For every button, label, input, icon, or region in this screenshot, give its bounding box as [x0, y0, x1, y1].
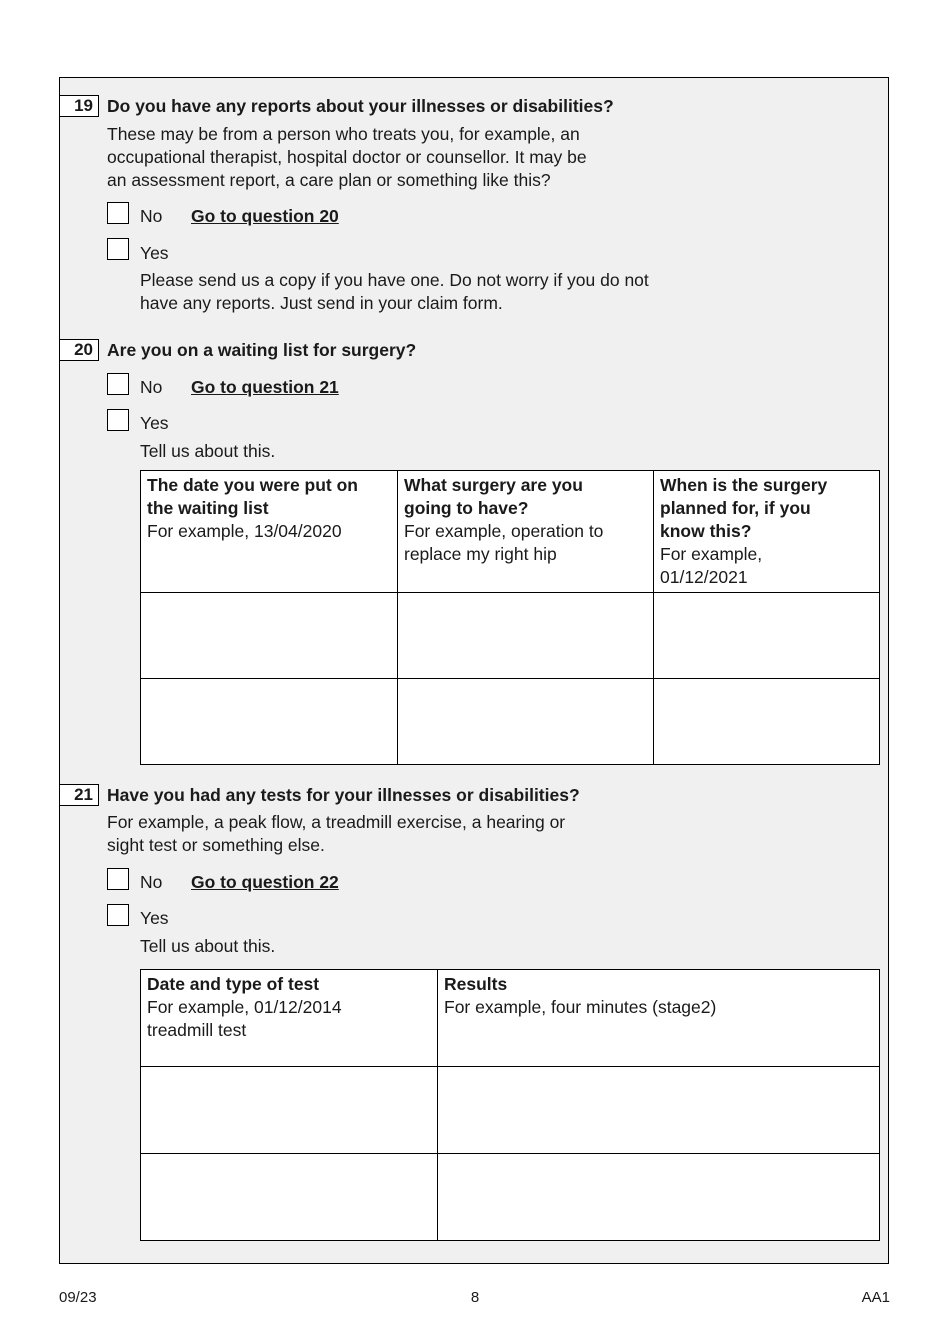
q21-goto-question-22: Go to question 22: [191, 872, 339, 892]
footer-page-number: 8: [470, 1289, 480, 1306]
q21-yes-label: Yes: [140, 908, 169, 928]
q20-yes-checkbox[interactable]: [107, 409, 129, 431]
entry-results-cell[interactable]: [438, 1067, 880, 1154]
entry-surgery-cell[interactable]: [398, 679, 654, 765]
question-19-title: Do you have any reports about your illnesses or disabilities?: [107, 96, 614, 116]
q21-yes-checkbox[interactable]: [107, 904, 129, 926]
table-header-row: [141, 970, 880, 1067]
question-number-21: 21: [59, 784, 99, 806]
q19-yes-note: Please send us a copy if you have one. Do not worry if you do not have any reports. Just send in your claim form.: [140, 270, 649, 313]
tests-table: [140, 969, 880, 1241]
column-header-surgery-type: What surgery are you going to have? For example, operation to replace my right hip: [398, 471, 654, 593]
table-header-row: [141, 471, 880, 593]
question-20-title: Are you on a waiting list for surgery?: [107, 340, 417, 360]
entry-planned-cell[interactable]: [654, 679, 880, 765]
table-row: [141, 679, 880, 765]
entry-test-cell[interactable]: [141, 1154, 438, 1241]
q21-no-checkbox[interactable]: [107, 868, 129, 890]
q20-goto-question-21: Go to question 21: [191, 377, 339, 397]
q21-tell-us: Tell us about this.: [140, 936, 276, 956]
entry-date-cell[interactable]: [141, 679, 398, 765]
q19-no-checkbox[interactable]: [107, 202, 129, 224]
column-header-date-and-type-of-test: Date and type of test For example, 01/12/2014 treadmill test: [141, 970, 438, 1067]
q21-no-label: No: [140, 872, 163, 892]
q19-yes-label: Yes: [140, 243, 169, 263]
surgery-waiting-list-table: [140, 470, 880, 765]
question-number-20: 20: [59, 339, 99, 361]
q20-yes-label: Yes: [140, 413, 169, 433]
entry-results-cell[interactable]: [438, 1154, 880, 1241]
q19-no-label: No: [140, 206, 163, 226]
table-row: [141, 593, 880, 679]
column-header-date-put-on-list: The date you were put on the waiting list For example, 13/04/2020: [141, 471, 398, 593]
q20-no-label: No: [140, 377, 163, 397]
entry-surgery-cell[interactable]: [398, 593, 654, 679]
entry-date-cell[interactable]: [141, 593, 398, 679]
footer-date-code: 09/23: [59, 1289, 97, 1306]
question-number-19: 19: [59, 95, 99, 117]
column-header-surgery-planned-date: When is the surgery planned for, if you know this? For example, 01/12/2021: [654, 471, 880, 593]
table-row: [141, 1067, 880, 1154]
table-row: [141, 1154, 880, 1241]
entry-test-cell[interactable]: [141, 1067, 438, 1154]
q20-no-checkbox[interactable]: [107, 373, 129, 395]
entry-planned-cell[interactable]: [654, 593, 880, 679]
footer-form-code: AA1: [861, 1289, 890, 1306]
question-21-description: For example, a peak flow, a treadmill exercise, a hearing or sight test or something else.: [107, 812, 566, 855]
question-19-description: These may be from a person who treats you, for example, an occupational therapist, hospital doctor or counsellor. It may be an assessment report, a care plan or something like this?: [107, 124, 587, 190]
q20-tell-us: Tell us about this.: [140, 441, 276, 461]
q19-goto-question-20: Go to question 20: [191, 206, 339, 226]
q19-yes-checkbox[interactable]: [107, 238, 129, 260]
column-header-results: Results For example, four minutes (stage2): [438, 970, 880, 1067]
question-21-title: Have you had any tests for your illnesses or disabilities?: [107, 785, 580, 805]
